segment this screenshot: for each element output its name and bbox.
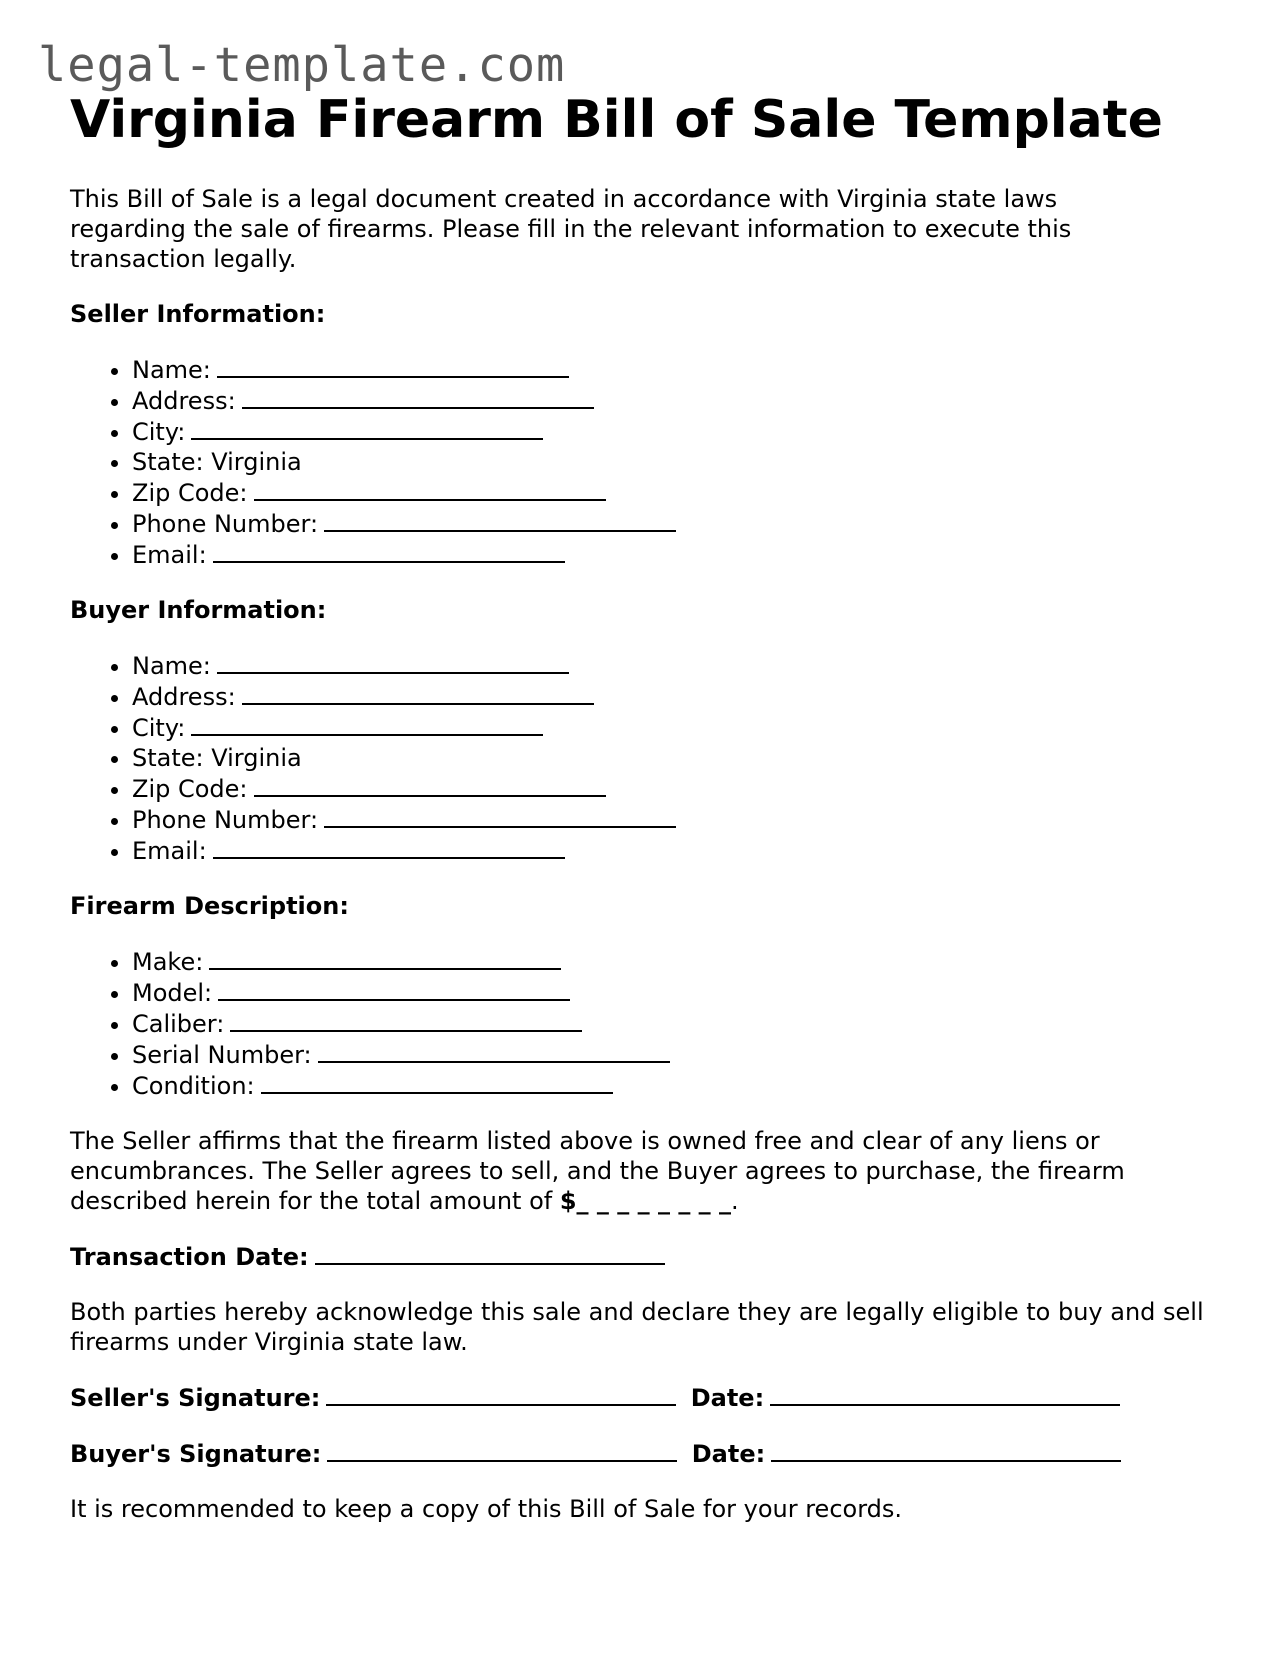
seller-email-item <box>132 539 1220 570</box>
field-label: State: Virginia <box>132 744 302 772</box>
seller-signature-label: Seller's Signature: <box>70 1384 321 1412</box>
seller-section-heading: Seller Information: <box>70 300 326 328</box>
firearm-condition-blank[interactable] <box>261 1070 613 1094</box>
site-watermark: legal-template.com <box>38 38 566 93</box>
seller-date-blank[interactable] <box>770 1382 1120 1406</box>
buyer-city-item <box>132 712 1220 743</box>
field-label: Serial Number: <box>132 1041 312 1069</box>
firearm-serial-item <box>132 1039 1220 1070</box>
seller-city-blank[interactable] <box>191 416 543 440</box>
statement-text: The Seller affirms that the firearm listed above is owned free and clear of any liens or encumbrances. The Seller agrees to sell, and the Buyer agrees to purchase, the firearm described herein for the total amount of <box>70 1127 1125 1215</box>
buyer-date-label: Date: <box>691 1440 766 1468</box>
field-label: Zip Code: <box>132 479 248 507</box>
price-blank[interactable]: $_ _ _ _ _ _ _ _ <box>559 1187 732 1215</box>
field-label: Address: <box>132 387 236 415</box>
seller-address-blank[interactable] <box>242 385 594 409</box>
firearm-caliber-blank[interactable] <box>230 1008 582 1032</box>
statement-end: . <box>731 1187 739 1215</box>
field-label: Caliber: <box>132 1010 225 1038</box>
transaction-date-line <box>70 1241 1220 1272</box>
field-label: Email: <box>132 837 207 865</box>
field-label: Condition: <box>132 1072 255 1100</box>
buyer-field-list <box>70 650 1220 866</box>
firearm-condition-item <box>132 1070 1220 1101</box>
transaction-date-label: Transaction Date: <box>70 1243 309 1271</box>
seller-email-blank[interactable] <box>213 539 565 563</box>
seller-address-item <box>132 385 1220 416</box>
seller-name-item <box>132 354 1220 385</box>
buyer-section-heading: Buyer Information: <box>70 596 327 624</box>
buyer-address-blank[interactable] <box>242 681 594 705</box>
buyer-city-blank[interactable] <box>191 712 543 736</box>
buyer-date-blank[interactable] <box>771 1438 1121 1462</box>
firearm-make-item <box>132 946 1220 977</box>
seller-zip-item <box>132 477 1220 508</box>
document-page <box>70 88 1220 1524</box>
buyer-zip-blank[interactable] <box>254 773 606 797</box>
seller-state-item <box>132 447 1220 477</box>
buyer-email-item <box>132 835 1220 866</box>
field-label: Make: <box>132 948 204 976</box>
buyer-signature-label: Buyer's Signature: <box>70 1440 322 1468</box>
field-label: Email: <box>132 541 207 569</box>
buyer-signature-line <box>70 1438 1220 1469</box>
buyer-zip-item <box>132 773 1220 804</box>
firearm-section-heading: Firearm Description: <box>70 892 349 920</box>
page-title: Virginia Firearm Bill of Sale Template <box>70 90 1163 150</box>
seller-signature-line <box>70 1382 1220 1413</box>
field-label: State: Virginia <box>132 448 302 476</box>
field-label: Name: <box>132 652 211 680</box>
buyer-state-item <box>132 743 1220 773</box>
firearm-serial-blank[interactable] <box>318 1039 670 1063</box>
seller-name-blank[interactable] <box>217 354 569 378</box>
buyer-name-blank[interactable] <box>217 650 569 674</box>
buyer-phone-blank[interactable] <box>324 804 676 828</box>
firearm-model-item <box>132 977 1220 1008</box>
seller-date-label: Date: <box>690 1384 765 1412</box>
intro-paragraph: This Bill of Sale is a legal document created in accordance with Virginia state laws regarding the sale of firearms. Please fill in the relevant information to execute this transaction legally. <box>70 185 1072 273</box>
closing-note: It is recommended to keep a copy of this Bill of Sale for your records. <box>70 1495 903 1523</box>
acknowledgement-paragraph: Both parties hereby acknowledge this sale and declare they are legally eligible to buy and sell firearms under Virginia state law. <box>70 1298 1204 1356</box>
buyer-phone-item <box>132 804 1220 835</box>
buyer-signature-blank[interactable] <box>327 1438 677 1462</box>
field-label: Phone Number: <box>132 510 319 538</box>
field-label: City: <box>132 714 186 742</box>
firearm-field-list <box>70 946 1220 1101</box>
seller-city-item <box>132 416 1220 447</box>
field-label: Phone Number: <box>132 806 319 834</box>
buyer-address-item <box>132 681 1220 712</box>
firearm-caliber-item <box>132 1008 1220 1039</box>
sale-statement <box>70 1126 1210 1216</box>
buyer-name-item <box>132 650 1220 681</box>
seller-zip-blank[interactable] <box>254 477 606 501</box>
field-label: Name: <box>132 356 211 384</box>
seller-field-list <box>70 354 1220 570</box>
seller-phone-blank[interactable] <box>324 508 676 532</box>
seller-signature-blank[interactable] <box>326 1382 676 1406</box>
firearm-make-blank[interactable] <box>209 946 561 970</box>
transaction-date-blank[interactable] <box>315 1241 665 1265</box>
field-label: Address: <box>132 683 236 711</box>
field-label: Zip Code: <box>132 775 248 803</box>
field-label: City: <box>132 418 186 446</box>
seller-phone-item <box>132 508 1220 539</box>
buyer-email-blank[interactable] <box>213 835 565 859</box>
firearm-model-blank[interactable] <box>218 977 570 1001</box>
field-label: Model: <box>132 979 213 1007</box>
